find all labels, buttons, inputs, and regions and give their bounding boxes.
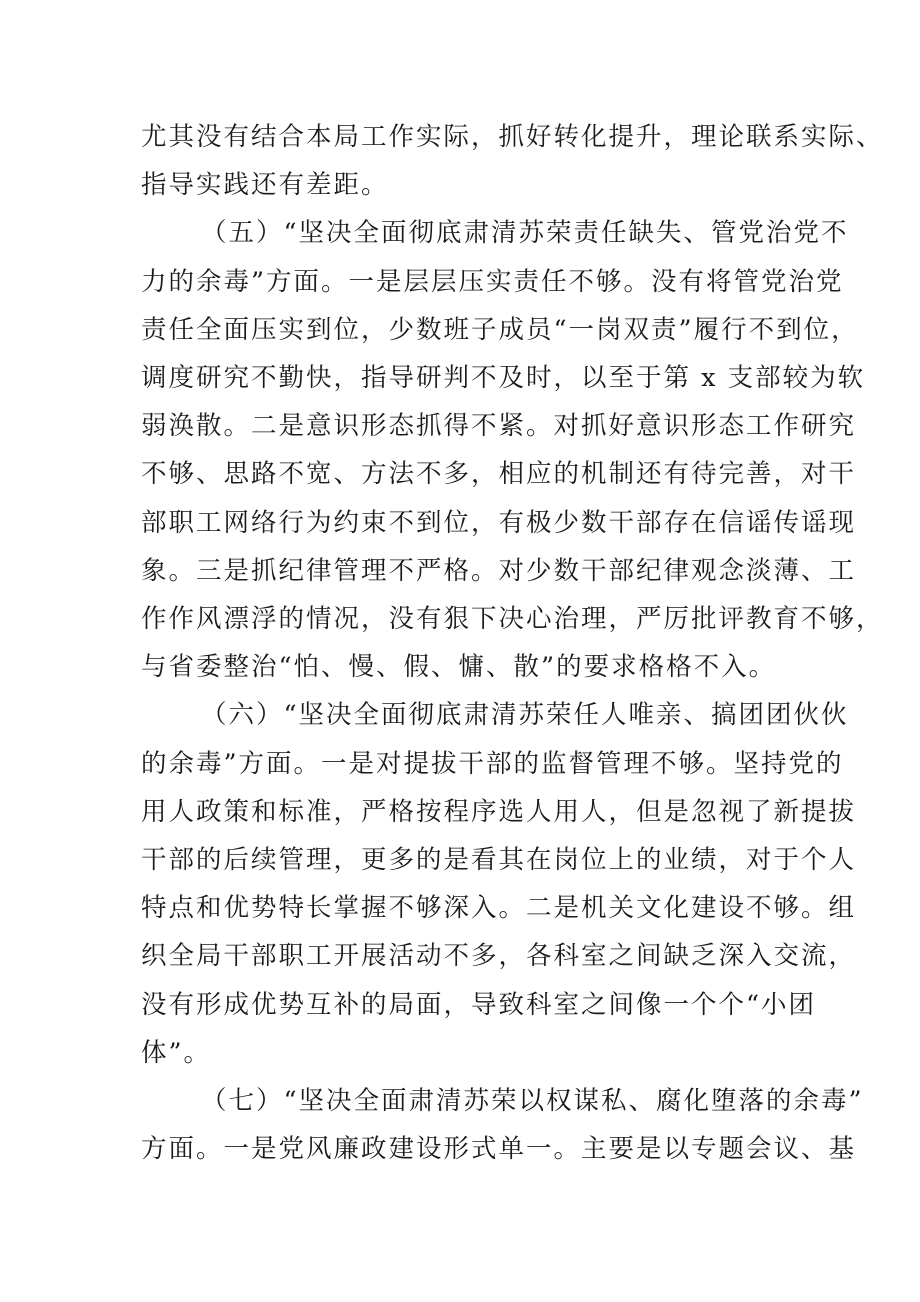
text-line: 尤其没有结合本局工作实际，抓好转化提升，理论联系实际、	[141, 122, 884, 152]
text-line: 作作风漂浮的情况，没有狠下决心治理，严厉批评教育不够，	[141, 604, 884, 635]
text-line: 象。三是抓纪律管理不严格。对少数干部纪律观念淡薄、工	[141, 555, 857, 586]
text-line: 部职工网络行为约束不到位，有极少数干部存在信谣传谣现	[141, 507, 857, 538]
text-line: 用人政策和标准，严格按程序选人用人，但是忽视了新提拔	[141, 796, 857, 827]
paragraph-2	[141, 209, 884, 691]
text-line: （五）“坚决全面彻底肃清苏荣责任缺失、管党治党不	[201, 218, 849, 249]
text-line: 体”。	[141, 1037, 212, 1068]
text-line: 责任全面压实到位，少数班子成员“一岗双责”履行不到位，	[141, 314, 859, 345]
paragraph-4	[141, 1077, 864, 1173]
text-line: （七）“坚决全面肃清苏荣以权谋私、腐化堕落的余毒”	[201, 1086, 864, 1117]
text-line: 力的余毒”方面。一是层层压实责任不够。没有将管党治党	[141, 266, 844, 297]
text-line: 调度研究不勤快，指导研判不及时，以至于第 x 支部较为软	[141, 363, 866, 394]
paragraph-3	[141, 691, 857, 1077]
text-line: 方面。一是党风廉政建设形式单一。主要是以专题会议、基	[141, 1134, 857, 1165]
document-body	[141, 113, 884, 1173]
text-line: 织全局干部职工开展活动不多，各科室之间缺乏深入交流，	[141, 941, 857, 972]
text-line: 弱涣散。二是意识形态抓得不紧。对抓好意识形态工作研究	[141, 411, 857, 442]
text-line: 特点和优势特长掌握不够深入。二是机关文化建设不够。组	[141, 893, 857, 924]
paragraph-1	[141, 113, 884, 209]
text-line: 指导实践还有差距。	[141, 170, 389, 201]
text-line: 与省委整治“怕、慢、假、慵、散”的要求格格不入。	[141, 652, 777, 683]
text-line: （六）“坚决全面彻底肃清苏荣任人唯亲、搞团团伙伙	[201, 700, 849, 731]
text-line: 干部的后续管理，更多的是看其在岗位上的业绩，对于个人	[141, 845, 857, 876]
text-line: 不够、思路不宽、方法不多，相应的机制还有待完善，对干	[141, 459, 857, 490]
text-line: 没有形成优势互补的局面，导致科室之间像一个个“小团	[141, 989, 817, 1020]
text-line: 的余毒”方面。一是对提拔干部的监督管理不够。坚持党的	[141, 748, 844, 779]
